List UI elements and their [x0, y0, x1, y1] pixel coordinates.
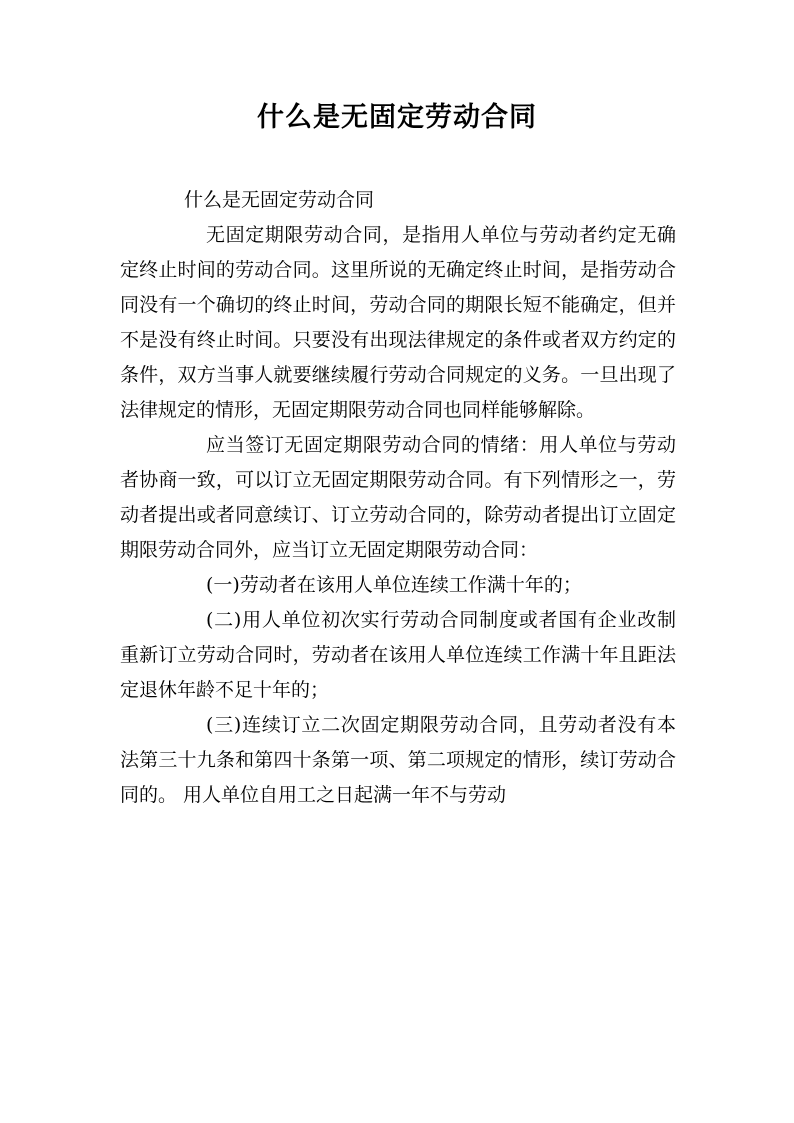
document-body	[120, 183, 676, 813]
paragraph-item-1: (一)劳动者在该用人单位连续工作满十年的；	[206, 574, 582, 596]
document-title: 什么是无固定劳动合同	[257, 102, 537, 133]
paragraph-conditions: 应当签订无固定期限劳动合同的情绪：用人单位与劳动者协商一致，可以订立无固定期限劳动合同。有下列情形之一，劳动者提出或者同意续订、订立劳动合同的，除劳动者提出订立固定期限劳动合同外，应当订立无固定期限劳动合同：	[120, 434, 676, 561]
paragraph-definition: 无固定期限劳动合同，是指用人单位与劳动者约定无确定终止时间的劳动合同。这里所说的无确定终止时间，是指劳动合同没有一个确切的终止时间，劳动合同的期限长短不能确定，但并不是没有终止时间。只要没有出现法律规定的条件或者双方约定的条件，双方当事人就要继续履行劳动合同规定的义务。一旦出现了法律规定的情形，无固定期限劳动合同也同样能够解除。	[120, 224, 676, 421]
paragraph-item-2: (二)用人单位初次实行劳动合同制度或者国有企业改制重新订立劳动合同时，劳动者在该用人单位连续工作满十年且距法定退休年龄不足十年的；	[120, 609, 676, 701]
document-subtitle: 什么是无固定劳动合同	[184, 189, 375, 211]
paragraph-item-3: (三)连续订立二次固定期限劳动合同，且劳动者没有本法第三十九条和第四十条第一项、第二项规定的情形，续订劳动合同的。 用人单位自用工之日起满一年不与劳动	[120, 714, 676, 806]
